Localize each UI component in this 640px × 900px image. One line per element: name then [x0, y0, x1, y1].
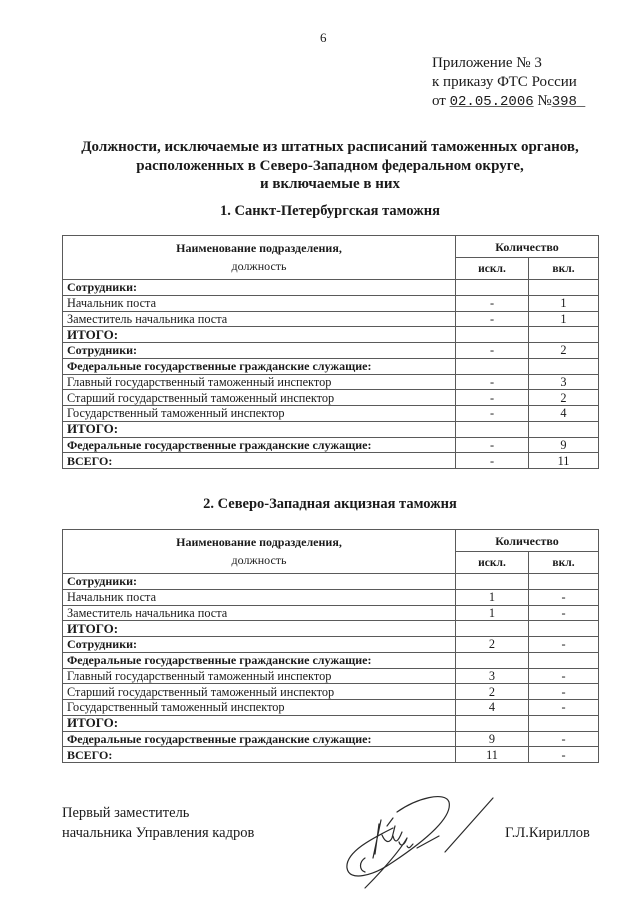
row-label: Главный государственный таможенный инспектор [63, 374, 456, 390]
row-label: Старший государственный таможенный инспектор [63, 390, 456, 406]
staff-table-1 [62, 235, 599, 469]
row-label: ИТОГО: [63, 621, 456, 637]
row-label: Сотрудники: [63, 343, 456, 359]
order-number: 398 [551, 94, 577, 110]
row-included [529, 652, 599, 668]
table-row [63, 700, 599, 716]
row-included [529, 574, 599, 590]
appendix-title: Приложение № 3 [432, 55, 542, 71]
appendix-order: к приказу ФТС России [432, 74, 577, 90]
row-included [529, 358, 599, 374]
row-label: ИТОГО: [63, 715, 456, 731]
column-header-excluded: искл. [456, 258, 529, 280]
signer-name: Г.Л.Кириллов [505, 825, 590, 841]
row-included: 11 [529, 453, 599, 469]
table-row-total [63, 421, 599, 437]
row-excluded: - [456, 295, 529, 311]
row-included: - [529, 668, 599, 684]
row-excluded [456, 715, 529, 731]
row-excluded [456, 421, 529, 437]
row-included [529, 421, 599, 437]
row-label: Федеральные государственные гражданские служащие: [63, 652, 456, 668]
row-excluded: - [456, 390, 529, 406]
column-header-quantity: Количество [456, 530, 599, 552]
row-included: - [529, 605, 599, 621]
row-included: 2 [529, 390, 599, 406]
header-name-normal: должность [231, 259, 287, 273]
section-title-1: 1. Санкт-Петербургская таможня [220, 203, 440, 219]
table-row-grand-total [63, 453, 599, 469]
row-excluded: 4 [456, 700, 529, 716]
row-label: Главный государственный таможенный инспектор [63, 668, 456, 684]
staff-table-2 [62, 529, 599, 763]
title-line-2: расположенных в Северо-Западном федеральном округе, [136, 157, 524, 174]
table-row [63, 652, 599, 668]
signer-position-line-1: Первый заместитель [62, 805, 190, 821]
row-excluded: 1 [456, 589, 529, 605]
column-header-excluded: искл. [456, 552, 529, 574]
row-excluded: - [456, 311, 529, 327]
table-row [63, 437, 599, 453]
table-row-total [63, 715, 599, 731]
row-excluded: - [456, 453, 529, 469]
row-label: ВСЕГО: [63, 453, 456, 469]
row-excluded: 2 [456, 637, 529, 653]
table-row [63, 589, 599, 605]
header-name-normal: должность [231, 553, 287, 567]
row-included [529, 621, 599, 637]
section-title-2: 2. Северо-Западная акцизная таможня [203, 496, 457, 512]
row-included: 4 [529, 406, 599, 422]
table-row [63, 358, 599, 374]
table-row [63, 605, 599, 621]
table-row [63, 406, 599, 422]
row-included: - [529, 684, 599, 700]
table-row [63, 390, 599, 406]
order-date: 02.05.2006 [449, 94, 534, 110]
column-header-name [63, 236, 456, 280]
table-row [63, 295, 599, 311]
row-excluded: 9 [456, 731, 529, 747]
number-prefix: № [537, 93, 552, 109]
table-row-total [63, 621, 599, 637]
row-excluded: 3 [456, 668, 529, 684]
row-excluded [456, 652, 529, 668]
appendix-reference [432, 54, 585, 112]
row-label: Заместитель начальника поста [63, 311, 456, 327]
title-line-3: и включаемые в них [259, 176, 401, 192]
date-prefix: от [432, 93, 446, 109]
row-included [529, 715, 599, 731]
signer-position-line-2: начальника Управления кадров [62, 825, 255, 841]
row-included: 2 [529, 343, 599, 359]
row-excluded [456, 280, 529, 296]
row-excluded [456, 621, 529, 637]
column-header-name [63, 530, 456, 574]
row-label: Сотрудники: [63, 574, 456, 590]
title-line-1: Должности, исключаемые из штатных расписаний таможенных органов, [81, 139, 579, 155]
row-label: Федеральные государственные гражданские служащие: [63, 437, 456, 453]
row-label: Старший государственный таможенный инспектор [63, 684, 456, 700]
row-included: - [529, 589, 599, 605]
row-label: ИТОГО: [63, 327, 456, 343]
row-label: ИТОГО: [63, 421, 456, 437]
table-row [63, 731, 599, 747]
row-included [529, 327, 599, 343]
handwritten-signature-icon [335, 790, 495, 890]
header-name-bold: Наименование подразделения, [176, 535, 342, 549]
row-label: Федеральные государственные гражданские служащие: [63, 358, 456, 374]
row-included: 3 [529, 374, 599, 390]
row-excluded: - [456, 406, 529, 422]
row-included: - [529, 700, 599, 716]
row-label: Начальник поста [63, 589, 456, 605]
row-label: Сотрудники: [63, 280, 456, 296]
row-excluded [456, 574, 529, 590]
row-included: 1 [529, 311, 599, 327]
table-row [63, 684, 599, 700]
row-included: - [529, 637, 599, 653]
table-row-total [63, 327, 599, 343]
table-row [63, 311, 599, 327]
table-row [63, 668, 599, 684]
row-excluded: - [456, 437, 529, 453]
signer-position [62, 803, 254, 843]
row-excluded: 1 [456, 605, 529, 621]
row-label: ВСЕГО: [63, 747, 456, 763]
table-row-grand-total [63, 747, 599, 763]
row-included: 1 [529, 295, 599, 311]
column-header-included: вкл. [529, 552, 599, 574]
row-label: Государственный таможенный инспектор [63, 700, 456, 716]
row-included: 9 [529, 437, 599, 453]
row-excluded [456, 327, 529, 343]
page-number: 6 [320, 30, 327, 45]
table-row [63, 637, 599, 653]
table-row [63, 574, 599, 590]
row-included: - [529, 731, 599, 747]
row-label: Заместитель начальника поста [63, 605, 456, 621]
table-row [63, 374, 599, 390]
header-name-bold: Наименование подразделения, [176, 241, 342, 255]
number-underline [577, 94, 585, 110]
document-title [40, 138, 620, 194]
row-excluded: - [456, 343, 529, 359]
table-row [63, 343, 599, 359]
row-label: Федеральные государственные гражданские служащие: [63, 731, 456, 747]
row-excluded [456, 358, 529, 374]
appendix-date-line [432, 92, 585, 112]
row-excluded: - [456, 374, 529, 390]
row-label: Государственный таможенный инспектор [63, 406, 456, 422]
row-label: Сотрудники: [63, 637, 456, 653]
table-row [63, 280, 599, 296]
row-excluded: 11 [456, 747, 529, 763]
column-header-quantity: Количество [456, 236, 599, 258]
row-included [529, 280, 599, 296]
row-excluded: 2 [456, 684, 529, 700]
column-header-included: вкл. [529, 258, 599, 280]
row-included: - [529, 747, 599, 763]
row-label: Начальник поста [63, 295, 456, 311]
